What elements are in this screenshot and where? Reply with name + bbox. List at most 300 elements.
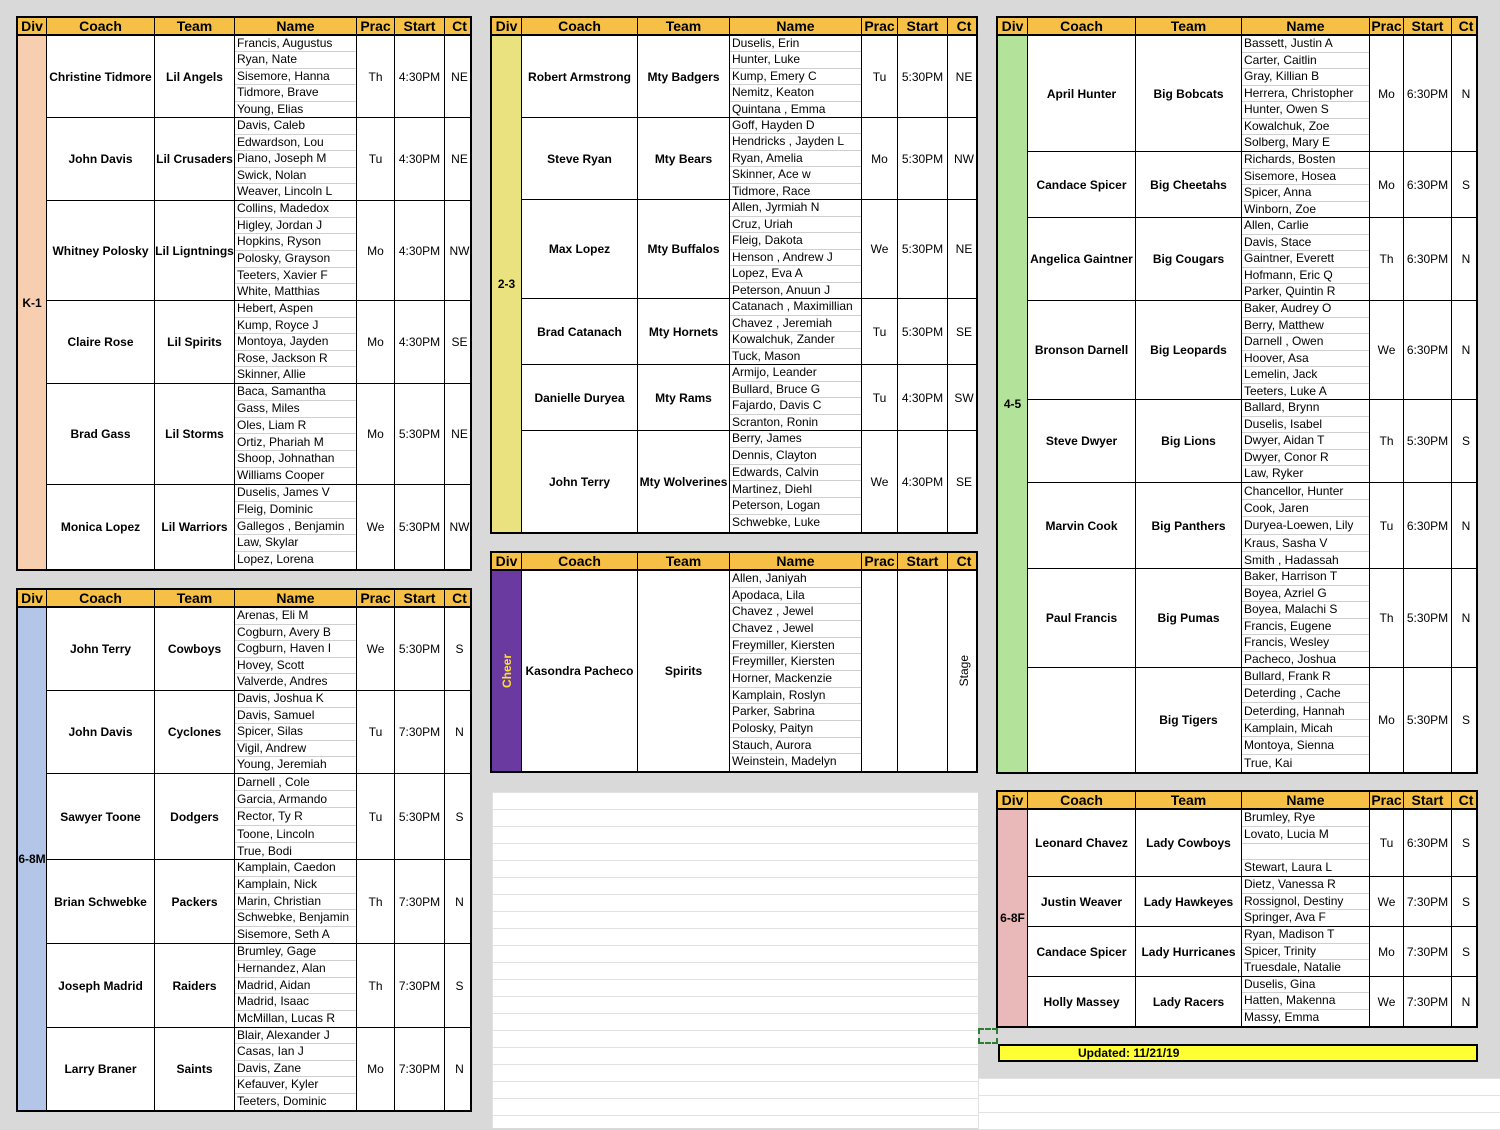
- player-name[interactable]: Springer, Ava F: [1244, 910, 1326, 925]
- division-cell[interactable]: [998, 810, 1028, 1026]
- player-name[interactable]: Rector, Ty R: [235, 808, 356, 825]
- team-row[interactable]: [1028, 36, 1476, 152]
- player-name[interactable]: Allen, Jyrmiah N: [730, 200, 861, 217]
- court-cell[interactable]: [1452, 810, 1480, 876]
- header-name[interactable]: Name: [1242, 792, 1370, 808]
- team-cell[interactable]: [155, 1028, 235, 1110]
- player-name[interactable]: Cogburn, Haven I: [235, 641, 356, 658]
- start-time-cell[interactable]: [898, 200, 948, 298]
- court-cell[interactable]: [445, 608, 474, 690]
- team-row[interactable]: [1028, 301, 1476, 400]
- team-cell[interactable]: [638, 200, 730, 298]
- player-name[interactable]: Williams Cooper: [237, 468, 325, 483]
- player-name[interactable]: Ryan, Nate: [235, 52, 356, 68]
- player-name[interactable]: Goff, Hayden D: [730, 118, 861, 134]
- player-name[interactable]: Swick, Nolan: [235, 168, 356, 185]
- coach-cell[interactable]: [1028, 218, 1136, 300]
- player-name[interactable]: [1242, 844, 1369, 861]
- player-name[interactable]: Montoya, Sienna: [1242, 737, 1369, 754]
- start-time-cell[interactable]: [395, 860, 445, 943]
- coach-cell[interactable]: [47, 118, 155, 200]
- court-cell[interactable]: [1452, 668, 1480, 772]
- practice-day-cell[interactable]: [1370, 218, 1404, 300]
- player-name[interactable]: Ortiz, Phariah M: [235, 435, 356, 452]
- player-name[interactable]: Duselis, Erin: [730, 36, 861, 52]
- player-name[interactable]: Weaver, Lincoln L: [237, 184, 333, 199]
- team-cell[interactable]: [1136, 218, 1242, 300]
- player-name[interactable]: Collins, Madedox: [235, 201, 356, 218]
- header-div[interactable]: Div: [18, 590, 47, 606]
- start-time-cell[interactable]: [1404, 927, 1452, 976]
- header-prac[interactable]: Prac: [862, 553, 898, 569]
- player-name[interactable]: Nemitz, Keaton: [730, 85, 861, 101]
- court-cell[interactable]: [445, 301, 474, 383]
- player-name[interactable]: Chavez , Jewel: [730, 604, 861, 621]
- court-cell[interactable]: [948, 299, 980, 364]
- team-row[interactable]: [47, 201, 470, 301]
- coach-cell[interactable]: [1028, 927, 1136, 976]
- header-team[interactable]: Team: [638, 553, 730, 569]
- player-name[interactable]: Boyea, Azriel G: [1242, 586, 1369, 603]
- player-name[interactable]: Kamplain, Nick: [235, 877, 356, 894]
- header-ct[interactable]: Ct: [452, 18, 467, 34]
- court-cell[interactable]: [948, 431, 980, 532]
- player-name[interactable]: Chavez , Jeremiah: [730, 316, 861, 333]
- selected-cell[interactable]: [978, 1028, 998, 1044]
- header-start[interactable]: Start: [898, 553, 948, 569]
- player-name[interactable]: Higley, Jordan J: [235, 218, 356, 235]
- header-coach[interactable]: Coach: [1028, 18, 1136, 34]
- empty-cell-grid-bottom[interactable]: [978, 1078, 1500, 1130]
- player-name[interactable]: Blair, Alexander J: [235, 1028, 356, 1044]
- player-name[interactable]: Schwebke, Benjamin: [235, 910, 356, 927]
- team-cell[interactable]: [638, 36, 730, 117]
- coach-cell[interactable]: [1028, 810, 1136, 876]
- header-div[interactable]: Div: [492, 553, 522, 569]
- team-row[interactable]: [47, 118, 470, 201]
- player-name[interactable]: Smith , Hadassah: [1244, 552, 1339, 567]
- player-name[interactable]: Lemelin, Jack: [1242, 367, 1369, 384]
- court-cell[interactable]: [1452, 36, 1480, 151]
- practice-day-cell[interactable]: [1370, 152, 1404, 217]
- start-time-cell[interactable]: [1404, 152, 1452, 217]
- header-team[interactable]: Team: [1136, 18, 1242, 34]
- player-name[interactable]: Berry, James: [730, 431, 861, 448]
- court-cell[interactable]: [1452, 977, 1480, 1026]
- start-time-cell[interactable]: [1404, 400, 1452, 482]
- start-time-cell[interactable]: [898, 36, 948, 117]
- coach-cell[interactable]: [522, 36, 638, 117]
- court-cell[interactable]: [445, 201, 474, 300]
- practice-day-cell[interactable]: [357, 36, 395, 117]
- player-name[interactable]: Teeters, Luke A: [1244, 383, 1327, 398]
- header-prac[interactable]: Prac: [1370, 18, 1404, 34]
- player-name[interactable]: Dwyer, Aidan T: [1242, 433, 1369, 450]
- team-cell[interactable]: [155, 118, 235, 200]
- player-name[interactable]: Massy, Emma: [1244, 1009, 1320, 1024]
- team-row[interactable]: [47, 384, 470, 485]
- practice-day-cell[interactable]: [862, 571, 898, 771]
- player-name[interactable]: Montoya, Jayden: [235, 334, 356, 351]
- player-name[interactable]: Law, Ryker: [1244, 466, 1304, 481]
- team-row[interactable]: [1028, 218, 1476, 301]
- team-cell[interactable]: [1136, 927, 1242, 976]
- practice-day-cell[interactable]: [357, 118, 395, 200]
- court-cell[interactable]: [1452, 152, 1480, 217]
- practice-day-cell[interactable]: [1370, 36, 1404, 151]
- team-row[interactable]: [47, 485, 470, 569]
- player-name[interactable]: Young, Jeremiah: [237, 757, 327, 772]
- practice-day-cell[interactable]: [862, 299, 898, 364]
- coach-cell[interactable]: [522, 431, 638, 532]
- team-cell[interactable]: [155, 774, 235, 859]
- court-cell[interactable]: [445, 384, 474, 484]
- player-name[interactable]: Duselis, Isabel: [1242, 417, 1369, 434]
- header-start[interactable]: Start: [395, 18, 445, 34]
- team-cell[interactable]: [1136, 569, 1242, 667]
- practice-day-cell[interactable]: [357, 1028, 395, 1110]
- team-cell[interactable]: [638, 118, 730, 199]
- start-time-cell[interactable]: [898, 431, 948, 532]
- header-team[interactable]: Team: [1136, 792, 1242, 808]
- player-name[interactable]: Skinner, Allie: [237, 367, 306, 382]
- player-name[interactable]: Truesdale, Natalie: [1244, 960, 1341, 975]
- coach-cell[interactable]: [522, 118, 638, 199]
- player-name[interactable]: Ryan, Madison T: [1242, 927, 1369, 944]
- player-name[interactable]: Bassett, Justin A: [1242, 36, 1369, 53]
- team-cell[interactable]: [638, 571, 730, 771]
- start-time-cell[interactable]: [1404, 483, 1452, 568]
- division-cell[interactable]: [998, 36, 1028, 772]
- start-time-cell[interactable]: [395, 485, 445, 569]
- player-name[interactable]: Carter, Caitlin: [1242, 53, 1369, 70]
- header-prac[interactable]: Prac: [357, 590, 395, 606]
- header-coach[interactable]: Coach: [522, 18, 638, 34]
- player-name[interactable]: Darnell , Cole: [235, 774, 356, 791]
- player-name[interactable]: Richards, Bosten: [1242, 152, 1369, 169]
- player-name[interactable]: Sisemore, Hanna: [235, 69, 356, 85]
- division-cell[interactable]: [18, 608, 47, 1110]
- player-name[interactable]: Rossignol, Destiny: [1242, 894, 1369, 911]
- header-ct[interactable]: Ct: [956, 553, 972, 569]
- player-name[interactable]: Kraus, Sasha V: [1242, 535, 1369, 552]
- player-name[interactable]: Freymiller, Kiersten: [730, 638, 861, 655]
- team-row[interactable]: [47, 860, 470, 944]
- player-name[interactable]: Darnell , Owen: [1242, 334, 1369, 351]
- player-name[interactable]: Toone, Lincoln: [235, 826, 356, 843]
- team-row[interactable]: [522, 365, 976, 431]
- start-time-cell[interactable]: [1404, 977, 1452, 1026]
- start-time-cell[interactable]: [1404, 569, 1452, 667]
- team-cell[interactable]: [1136, 977, 1242, 1026]
- player-name[interactable]: Kamplain, Roslyn: [730, 688, 861, 705]
- player-name[interactable]: Davis, Samuel: [235, 708, 356, 725]
- header-name[interactable]: Name: [730, 18, 862, 34]
- player-name[interactable]: Hatten, Makenna: [1242, 993, 1369, 1009]
- player-name[interactable]: Hebert, Aspen: [235, 301, 356, 318]
- player-name[interactable]: Gaintner, Everett: [1242, 251, 1369, 268]
- player-name[interactable]: Stauch, Aurora: [730, 738, 861, 755]
- header-name[interactable]: Name: [1242, 18, 1370, 34]
- practice-day-cell[interactable]: [1370, 400, 1404, 482]
- header-team[interactable]: Team: [155, 590, 235, 606]
- practice-day-cell[interactable]: [1370, 927, 1404, 976]
- team-row[interactable]: [1028, 810, 1476, 877]
- team-row[interactable]: [1028, 877, 1476, 927]
- team-row[interactable]: [1028, 400, 1476, 483]
- player-name[interactable]: Polosky, Grayson: [235, 251, 356, 268]
- team-cell[interactable]: [155, 485, 235, 569]
- player-name[interactable]: Parker, Quintin R: [1244, 284, 1336, 299]
- team-row[interactable]: [47, 691, 470, 774]
- player-name[interactable]: Hunter, Owen S: [1242, 102, 1369, 119]
- header-prac[interactable]: Prac: [357, 18, 395, 34]
- coach-cell[interactable]: [47, 201, 155, 300]
- player-name[interactable]: Duselis, Gina: [1242, 977, 1369, 993]
- player-name[interactable]: Solberg, Mary E: [1244, 135, 1331, 150]
- player-name[interactable]: Davis, Zane: [235, 1061, 356, 1077]
- player-name[interactable]: Tidmore, Race: [732, 183, 811, 198]
- practice-day-cell[interactable]: [1370, 668, 1404, 772]
- start-time-cell[interactable]: [395, 691, 445, 773]
- team-cell[interactable]: [1136, 152, 1242, 217]
- player-name[interactable]: Gass, Miles: [235, 401, 356, 418]
- coach-cell[interactable]: [47, 608, 155, 690]
- team-cell[interactable]: [155, 36, 235, 117]
- player-name[interactable]: Pacheco, Joshua: [1244, 651, 1337, 666]
- player-name[interactable]: Baker, Harrison T: [1242, 569, 1369, 586]
- team-row[interactable]: [1028, 927, 1476, 977]
- coach-cell[interactable]: [522, 571, 638, 771]
- practice-day-cell[interactable]: [862, 431, 898, 532]
- player-name[interactable]: Garcia, Armando: [235, 791, 356, 808]
- coach-cell[interactable]: [1028, 483, 1136, 568]
- team-cell[interactable]: [155, 944, 235, 1027]
- player-name[interactable]: Baker, Audrey O: [1242, 301, 1369, 318]
- practice-day-cell[interactable]: [357, 608, 395, 690]
- player-name[interactable]: Boyea, Malachi S: [1242, 602, 1369, 619]
- header-coach[interactable]: Coach: [522, 553, 638, 569]
- practice-day-cell[interactable]: [357, 691, 395, 773]
- player-name[interactable]: Cook, Jaren: [1242, 500, 1369, 517]
- player-name[interactable]: Winborn, Zoe: [1244, 201, 1317, 216]
- player-name[interactable]: Hopkins, Ryson: [235, 234, 356, 251]
- court-cell[interactable]: [1452, 877, 1480, 926]
- court-cell[interactable]: [445, 774, 474, 859]
- player-name[interactable]: Catanach , Maximillian: [730, 299, 861, 316]
- team-row[interactable]: [522, 431, 976, 532]
- player-name[interactable]: Herrera, Christopher: [1242, 86, 1369, 103]
- header-ct[interactable]: Ct: [1458, 792, 1474, 808]
- team-cell[interactable]: [1136, 668, 1242, 772]
- player-name[interactable]: Teeters, Xavier F: [235, 268, 356, 285]
- court-cell[interactable]: [445, 944, 474, 1027]
- header-div[interactable]: Div: [492, 18, 522, 34]
- empty-cell-grid[interactable]: [492, 792, 978, 1128]
- player-name[interactable]: Schwebke, Luke: [732, 515, 821, 530]
- player-name[interactable]: Francis, Augustus: [235, 36, 356, 52]
- court-cell[interactable]: [948, 118, 980, 199]
- player-name[interactable]: Hoover, Asa: [1242, 351, 1369, 368]
- player-name[interactable]: Kamplain, Micah: [1242, 720, 1369, 737]
- team-row[interactable]: [1028, 569, 1476, 668]
- start-time-cell[interactable]: [395, 301, 445, 383]
- court-cell[interactable]: [1452, 400, 1480, 482]
- court-cell[interactable]: [948, 36, 980, 117]
- player-name[interactable]: Sisemore, Seth A: [237, 927, 330, 942]
- player-name[interactable]: Gallegos , Benjamin: [235, 519, 356, 536]
- court-cell[interactable]: [1452, 218, 1480, 300]
- team-row[interactable]: [522, 36, 976, 118]
- start-time-cell[interactable]: [1404, 810, 1452, 876]
- practice-day-cell[interactable]: [357, 301, 395, 383]
- start-time-cell[interactable]: [395, 944, 445, 1027]
- coach-cell[interactable]: [47, 1028, 155, 1110]
- player-name[interactable]: Scranton, Ronin: [732, 414, 819, 429]
- start-time-cell[interactable]: [395, 608, 445, 690]
- player-name[interactable]: Hernandez, Alan: [235, 961, 356, 978]
- player-name[interactable]: Cruz, Uriah: [730, 217, 861, 234]
- player-name[interactable]: Chavez , Jewel: [730, 621, 861, 638]
- header-ct[interactable]: Ct: [452, 590, 467, 606]
- player-name[interactable]: Lopez, Lorena: [237, 552, 314, 567]
- player-name[interactable]: Francis, Wesley: [1242, 635, 1369, 652]
- player-name[interactable]: Cogburn, Avery B: [235, 625, 356, 642]
- player-name[interactable]: Lovato, Lucia M: [1242, 827, 1369, 844]
- coach-cell[interactable]: [522, 299, 638, 364]
- player-name[interactable]: Oles, Liam R: [235, 418, 356, 435]
- header-prac[interactable]: Prac: [862, 18, 898, 34]
- practice-day-cell[interactable]: [1370, 877, 1404, 926]
- team-cell[interactable]: [155, 301, 235, 383]
- start-time-cell[interactable]: [1404, 218, 1452, 300]
- court-cell[interactable]: [445, 485, 474, 569]
- team-cell[interactable]: [638, 431, 730, 532]
- start-time-cell[interactable]: [395, 201, 445, 300]
- practice-day-cell[interactable]: [1370, 483, 1404, 568]
- player-name[interactable]: Marin, Christian: [235, 894, 356, 911]
- player-name[interactable]: Apodaca, Lila: [730, 588, 861, 605]
- player-name[interactable]: Hofmann, Eric Q: [1242, 268, 1369, 285]
- coach-cell[interactable]: [47, 691, 155, 773]
- player-name[interactable]: Deterding, Hannah: [1242, 703, 1369, 720]
- player-name[interactable]: Madrid, Isaac: [235, 994, 356, 1011]
- team-row[interactable]: [522, 200, 976, 299]
- division-cell[interactable]: [492, 571, 522, 771]
- player-name[interactable]: Tuck, Mason: [732, 348, 801, 363]
- start-time-cell[interactable]: [898, 118, 948, 199]
- header-coach[interactable]: Coach: [47, 18, 155, 34]
- header-name[interactable]: Name: [730, 553, 862, 569]
- practice-day-cell[interactable]: [357, 860, 395, 943]
- header-name[interactable]: Name: [235, 590, 357, 606]
- division-cell[interactable]: [18, 36, 47, 569]
- team-cell[interactable]: [155, 691, 235, 773]
- coach-cell[interactable]: [1028, 400, 1136, 482]
- player-name[interactable]: Martinez, Diehl: [730, 482, 861, 499]
- coach-cell[interactable]: [47, 36, 155, 117]
- coach-cell[interactable]: [47, 944, 155, 1027]
- player-name[interactable]: Edwardson, Lou: [235, 135, 356, 152]
- header-team[interactable]: Team: [638, 18, 730, 34]
- coach-cell[interactable]: [522, 200, 638, 298]
- header-name[interactable]: Name: [235, 18, 357, 34]
- player-name[interactable]: True, Bodi: [237, 843, 292, 858]
- header-team[interactable]: Team: [155, 18, 235, 34]
- player-name[interactable]: Parker, Sabrina: [730, 704, 861, 721]
- court-cell[interactable]: [445, 860, 474, 943]
- player-name[interactable]: Quintana , Emma: [732, 101, 826, 116]
- court-cell[interactable]: [948, 571, 980, 771]
- header-div[interactable]: Div: [998, 792, 1028, 808]
- practice-day-cell[interactable]: [862, 200, 898, 298]
- court-cell[interactable]: [445, 1028, 474, 1110]
- team-cell[interactable]: [638, 365, 730, 430]
- player-name[interactable]: Peterson, Anuun J: [732, 282, 831, 297]
- player-name[interactable]: Deterding , Cache: [1242, 685, 1369, 702]
- header-ct[interactable]: Ct: [1458, 18, 1474, 34]
- division-cell[interactable]: [492, 36, 522, 532]
- player-name[interactable]: Hovey, Scott: [235, 658, 356, 675]
- header-coach[interactable]: Coach: [1028, 792, 1136, 808]
- team-cell[interactable]: [1136, 810, 1242, 876]
- team-row[interactable]: [47, 1028, 470, 1110]
- player-name[interactable]: Spicer, Silas: [235, 724, 356, 741]
- player-name[interactable]: True, Kai: [1244, 755, 1293, 770]
- player-name[interactable]: Kamplain, Caedon: [235, 860, 356, 877]
- player-name[interactable]: Davis, Caleb: [235, 118, 356, 135]
- court-cell[interactable]: [1452, 301, 1480, 399]
- start-time-cell[interactable]: [395, 36, 445, 117]
- player-name[interactable]: Weinstein, Madelyn: [732, 754, 837, 769]
- player-name[interactable]: Shoop, Johnathan: [235, 451, 356, 468]
- player-name[interactable]: Teeters, Dominic: [237, 1093, 327, 1108]
- player-name[interactable]: Berry, Matthew: [1242, 318, 1369, 335]
- team-cell[interactable]: [1136, 400, 1242, 482]
- player-name[interactable]: Dwyer, Conor R: [1242, 450, 1369, 467]
- header-start[interactable]: Start: [898, 18, 948, 34]
- player-name[interactable]: Casas, Ian J: [235, 1044, 356, 1060]
- player-name[interactable]: Edwards, Calvin: [730, 465, 861, 482]
- header-start[interactable]: Start: [1404, 18, 1452, 34]
- start-time-cell[interactable]: [898, 571, 948, 771]
- header-div[interactable]: Div: [998, 18, 1028, 34]
- player-name[interactable]: Kowalchuk, Zander: [730, 332, 861, 349]
- team-row[interactable]: [1028, 483, 1476, 569]
- practice-day-cell[interactable]: [862, 365, 898, 430]
- coach-cell[interactable]: [47, 384, 155, 484]
- court-cell[interactable]: [1452, 569, 1480, 667]
- team-row[interactable]: [47, 608, 470, 691]
- start-time-cell[interactable]: [395, 384, 445, 484]
- court-cell[interactable]: [445, 118, 474, 200]
- coach-cell[interactable]: [1028, 36, 1136, 151]
- player-name[interactable]: Davis, Joshua K: [235, 691, 356, 708]
- team-row[interactable]: [47, 36, 470, 118]
- player-name[interactable]: Gray, Killian B: [1242, 69, 1369, 86]
- player-name[interactable]: McMillan, Lucas R: [237, 1011, 336, 1026]
- coach-cell[interactable]: [522, 365, 638, 430]
- coach-cell[interactable]: [47, 301, 155, 383]
- player-name[interactable]: Tidmore, Brave: [235, 85, 356, 101]
- court-cell[interactable]: [1452, 483, 1480, 568]
- team-cell[interactable]: [155, 201, 235, 300]
- player-name[interactable]: Fleig, Dominic: [235, 502, 356, 519]
- player-name[interactable]: Allen, Carlie: [1242, 218, 1369, 235]
- coach-cell[interactable]: [1028, 977, 1136, 1026]
- player-name[interactable]: Arenas, Eli M: [235, 608, 356, 625]
- player-name[interactable]: Duselis, James V: [235, 485, 356, 502]
